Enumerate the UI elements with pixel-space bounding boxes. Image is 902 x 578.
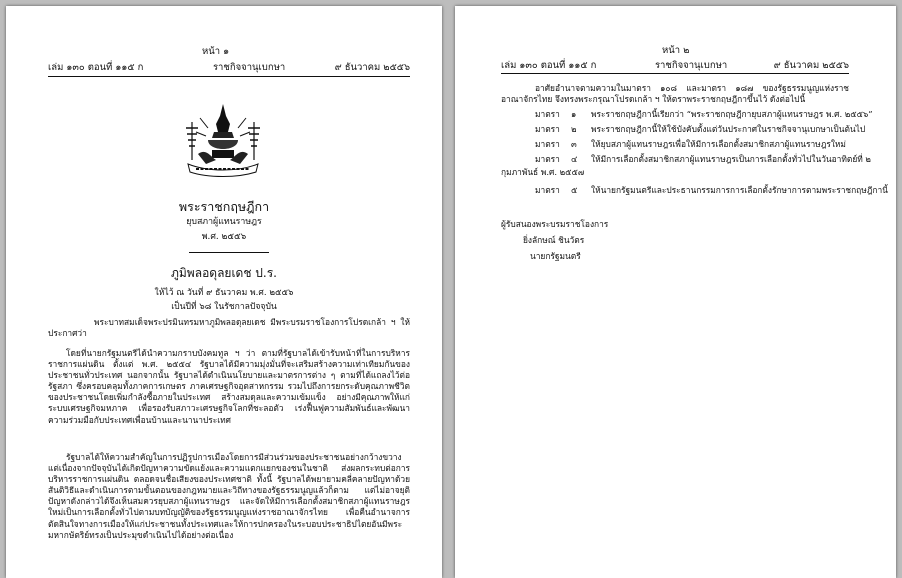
- header-date: ๙ ธันวาคม ๒๕๕๖: [773, 60, 849, 71]
- article-text: ให้ยุบสภาผู้แทนราษฎรเพื่อให้มีการเลือกตั้งสมาชิกสภาผู้แทนราษฎรใหม่: [591, 139, 846, 149]
- article-2: [535, 122, 865, 136]
- article-3: [535, 137, 846, 151]
- article-text: พระราชกฤษฎีกานี้เรียกว่า “พระราชกฤษฎีกายุบสภาผู้แทนราษฎร พ.ศ. ๒๕๕๖”: [591, 109, 873, 119]
- article-label: มาตรา: [535, 124, 560, 134]
- article-text: ให้มีการเลือกตั้งสมาชิกสภาผู้แทนราษฎรเป็นการเลือกตั้งทั่วไปในวันอาทิตย์ที่ ๒: [591, 154, 871, 164]
- article-label: มาตรา: [535, 109, 560, 119]
- page-number: หน้า ๒: [662, 45, 690, 56]
- royal-seal-emblem: [178, 102, 268, 180]
- article-5: [535, 183, 888, 197]
- preamble-paragraph-1: โดยที่นายกรัฐมนตรีได้นำความกราบบังคมทูล ฯ ว่า ตามที่รัฐบาลได้เข้ารับหน้าที่ในการบริหารราชการแผ่นดิน ตั้งแต่ พ.ศ. ๒๕๕๔ รัฐบาลได้มีความมุ่งมั่นที่จะเสริมสร้างความเท่าเทียมกันของประชาชนทั่วประเทศ นอกจากนั้น รัฐบาลได้ดำเนินนโยบายและมาตรการต่าง ๆ ตามที่ได้แถลงไว้ต่อรัฐสภา ซึ่งครอบคลุมทั้งภาคการเกษตร ภาคเศรษฐกิจอุตสาหกรรม รวมไปถึงการยกระดับคุณภาพชีวิตของประชาชนโดยเพิ่มกำลังซื้อภายในประเทศ สร้างสมดุลและความเข้มแข็ง อย่างมีคุณภาพให้แก่ระบบเศรษฐกิจมหภาค เพื่อรองรับสภาวะเศรษฐกิจโลกที่ชะลอตัว เร่งฟื้นฟูความสัมพันธ์และพัฒนาความร่วมมือกับประเทศเพื่อนบ้านและนานาประเทศ: [48, 348, 410, 425]
- header-volume: เล่ม ๑๓๐ ตอนที่ ๑๑๕ ก: [48, 62, 144, 73]
- king-signature-name: ภูมิพลอดุลยเดช ป.ร.: [170, 266, 277, 280]
- page-header: [48, 60, 410, 75]
- article-text: ให้นายกรัฐมนตรีและประธานกรรมการการเลือกตั้งรักษาการตามพระราชกฤษฎีกานี้: [591, 185, 888, 195]
- preamble-paragraph-2: รัฐบาลได้ให้ความสำคัญในการปฏิรูปการเมืองโดยการมีส่วนร่วมของประชาชนอย่างกว้างขวางแต่เนื่องจากปัจจุบันได้เกิดปัญหาความขัดแย้งและความแตกแยกของชนในชาติ ส่งผลกระทบต่อการบริหารราชการแผ่นดิน ตลอดจนชื่อเสียงของประเทศชาติ ทั้งนี้ รัฐบาลได้พยายามคลี่คลายปัญหาด้วยสันติวิธีและดำเนินการตามขั้นตอนของกฎหมายและวิถีทางของรัฐธรรมนูญแล้วก็ตาม แต่ไม่อาจยุติปัญหาดังกล่าวได้จึงเห็นสมควรยุบสภาผู้แทนราษฎร และจัดให้มีการเลือกตั้งสมาชิกสภาผู้แทนราษฎรใหม่เป็นการเลือกตั้งทั่วไปตามบทบัญญัติของรัฐธรรมนูญแห่งราชอาณาจักรไทย เพื่อคืนอำนาจการตัดสินใจทางการเมืองให้แก่ประชาชนทั้งประเทศและให้การปกครองในระบอบประชาธิปไตยอันมีพระมหากษัตริย์ทรงเป็นประมุขดำเนินไปได้อย่างต่อเนื่อง: [48, 452, 410, 540]
- article-number: ๕: [571, 185, 578, 195]
- decree-subject: ยุบสภาผู้แทนราษฎร: [186, 217, 262, 227]
- reign-year: เป็นปีที่ ๖๘ ในรัชกาลปัจจุบัน: [171, 302, 277, 312]
- title-divider: [189, 252, 269, 253]
- header-date: ๙ ธันวาคม ๒๕๕๖: [334, 62, 410, 73]
- article-1: [535, 107, 873, 121]
- decree-title: พระราชกฤษฎีกา: [178, 199, 270, 214]
- article-number: ๓: [571, 139, 577, 149]
- header-rule: [501, 73, 849, 74]
- page-number: หน้า ๑: [202, 46, 230, 57]
- article-text: พระราชกฤษฎีกานี้ให้ใช้บังคับตั้งแต่วันประกาศในราชกิจจานุเบกษาเป็นต้นไป: [591, 124, 866, 134]
- gazette-page-1: [6, 6, 442, 578]
- header-rule: [48, 76, 410, 77]
- article-label: มาตรา: [535, 139, 560, 149]
- enacting-preamble: อาศัยอำนาจตามความในมาตรา ๑๐๘ และมาตรา ๑๘๗ ของรัฐธรรมนูญแห่งราชอาณาจักรไทย จึงทรงพระกรุณาโปรดเกล้า ฯ ให้ตราพระราชกฤษฎีกาขึ้นไว้ ดังต่อไปนี้: [501, 83, 849, 105]
- article-label: มาตรา: [535, 154, 560, 164]
- given-date: ให้ไว้ ณ วันที่ ๙ ธันวาคม พ.ศ. ๒๕๕๖: [154, 288, 294, 298]
- article-number: ๑: [571, 109, 577, 119]
- article-4: [535, 152, 871, 166]
- page-header: [501, 58, 849, 73]
- countersign-label: ผู้รับสนองพระบรมราชโองการ: [501, 219, 609, 229]
- prime-minister-title: นายกรัฐมนตรี: [530, 251, 581, 261]
- prime-minister-name: ยิ่งลักษณ์ ชินวัตร: [523, 235, 585, 245]
- article-4-continuation: กุมภาพันธ์ พ.ศ. ๒๕๕๗: [501, 167, 585, 177]
- decree-year: พ.ศ. ๒๕๕๖: [201, 232, 247, 242]
- royal-command: พระบาทสมเด็จพระปรมินทรมหาภูมิพลอดุลยเดช มีพระบรมราชโองการโปรดเกล้า ฯ ให้ประกาศว่า: [48, 317, 410, 339]
- article-number: ๔: [571, 154, 578, 164]
- gazette-page-2: [455, 6, 896, 578]
- header-volume: เล่ม ๑๓๐ ตอนที่ ๑๑๕ ก: [501, 60, 597, 71]
- article-number: ๒: [571, 124, 577, 134]
- article-label: มาตรา: [535, 185, 560, 195]
- header-gazette: ราชกิจจานุเบกษา: [212, 62, 286, 73]
- header-gazette: ราชกิจจานุเบกษา: [654, 60, 728, 71]
